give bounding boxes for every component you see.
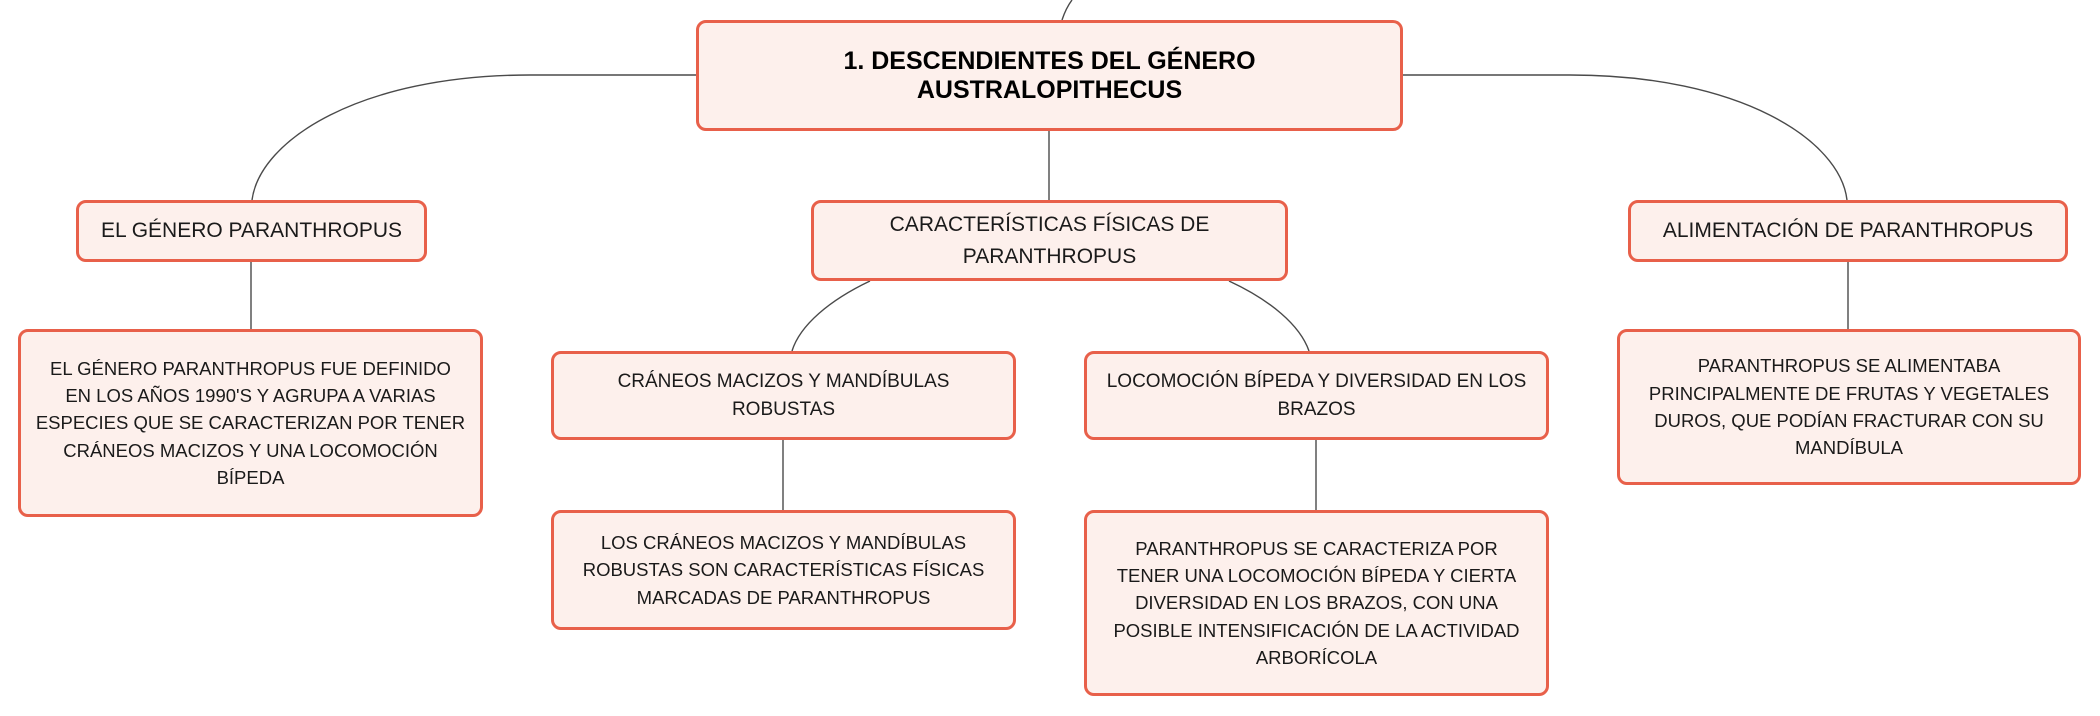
topic-alimentacion-label: ALIMENTACIÓN DE PARANTHROPUS: [1662, 219, 2034, 243]
detail-craneos-text: LOS CRÁNEOS MACIZOS Y MANDÍBULAS ROBUSTAS SON CARACTERÍSTICAS FÍSICAS MARCADAS DE PARANTHROPUS: [582, 531, 985, 608]
subtopic-locomocion-brazos[interactable]: [1084, 351, 1549, 440]
detail-alimentacion[interactable]: [1617, 329, 2081, 485]
detail-alimentacion-text: PARANTHROPUS SE ALIMENTABA PRINCIPALMENTE DE FRUTAS Y VEGETALES DUROS, QUE PODÍAN FRACTURAR CON SU MANDÍBULA: [1648, 355, 2050, 459]
topic-caracteristicas-label: CARACTERÍSTICAS FÍSICAS DE PARANTHROPUS: [889, 213, 1210, 268]
detail-craneos-mandibulas[interactable]: [551, 510, 1016, 630]
connector-caracteristicas-to-locomocion: [1229, 281, 1309, 351]
topic-alimentacion-paranthropus[interactable]: [1628, 200, 2068, 262]
subtopic-craneos-mandibulas[interactable]: [551, 351, 1016, 440]
connector-caracteristicas-to-craneos: [792, 281, 870, 351]
root-topic-label: 1. DESCENDIENTES DEL GÉNERO AUSTRALOPITHECUS: [843, 46, 1256, 104]
subtopic-locomocion-label: LOCOMOCIÓN BÍPEDA Y DIVERSIDAD EN LOS BRAZOS: [1106, 370, 1527, 420]
topic-caracteristicas-fisicas[interactable]: [811, 200, 1288, 281]
root-topic-node[interactable]: [696, 20, 1403, 131]
connector-root-to-alimentacion: [1403, 75, 1847, 200]
subtopic-craneos-label: CRÁNEOS MACIZOS Y MANDÍBULAS ROBUSTAS: [617, 370, 950, 420]
detail-genero-text: EL GÉNERO PARANTHROPUS FUE DEFINIDO EN LOS AÑOS 1990'S Y AGRUPA A VARIAS ESPECIES QUE SE CARACTERIZAN POR TENER CRÁNEOS MACIZOS Y UNA LOCOMOCIÓN BÍPEDA: [35, 357, 466, 489]
connector-to-root-above: [1062, 0, 1072, 20]
topic-genero-paranthropus[interactable]: [76, 200, 427, 262]
detail-locomocion-text: PARANTHROPUS SE CARACTERIZA POR TENER UNA LOCOMOCIÓN BÍPEDA Y CIERTA DIVERSIDAD EN LOS BRAZOS, CON UNA POSIBLE INTENSIFICACIÓN DE LA ACTIVIDAD ARBORÍCOLA: [1113, 537, 1520, 669]
detail-genero-paranthropus[interactable]: [18, 329, 483, 517]
detail-locomocion-brazos[interactable]: [1084, 510, 1549, 696]
connector-root-to-genero: [252, 75, 696, 200]
topic-genero-label: EL GÉNERO PARANTHROPUS: [100, 219, 403, 243]
